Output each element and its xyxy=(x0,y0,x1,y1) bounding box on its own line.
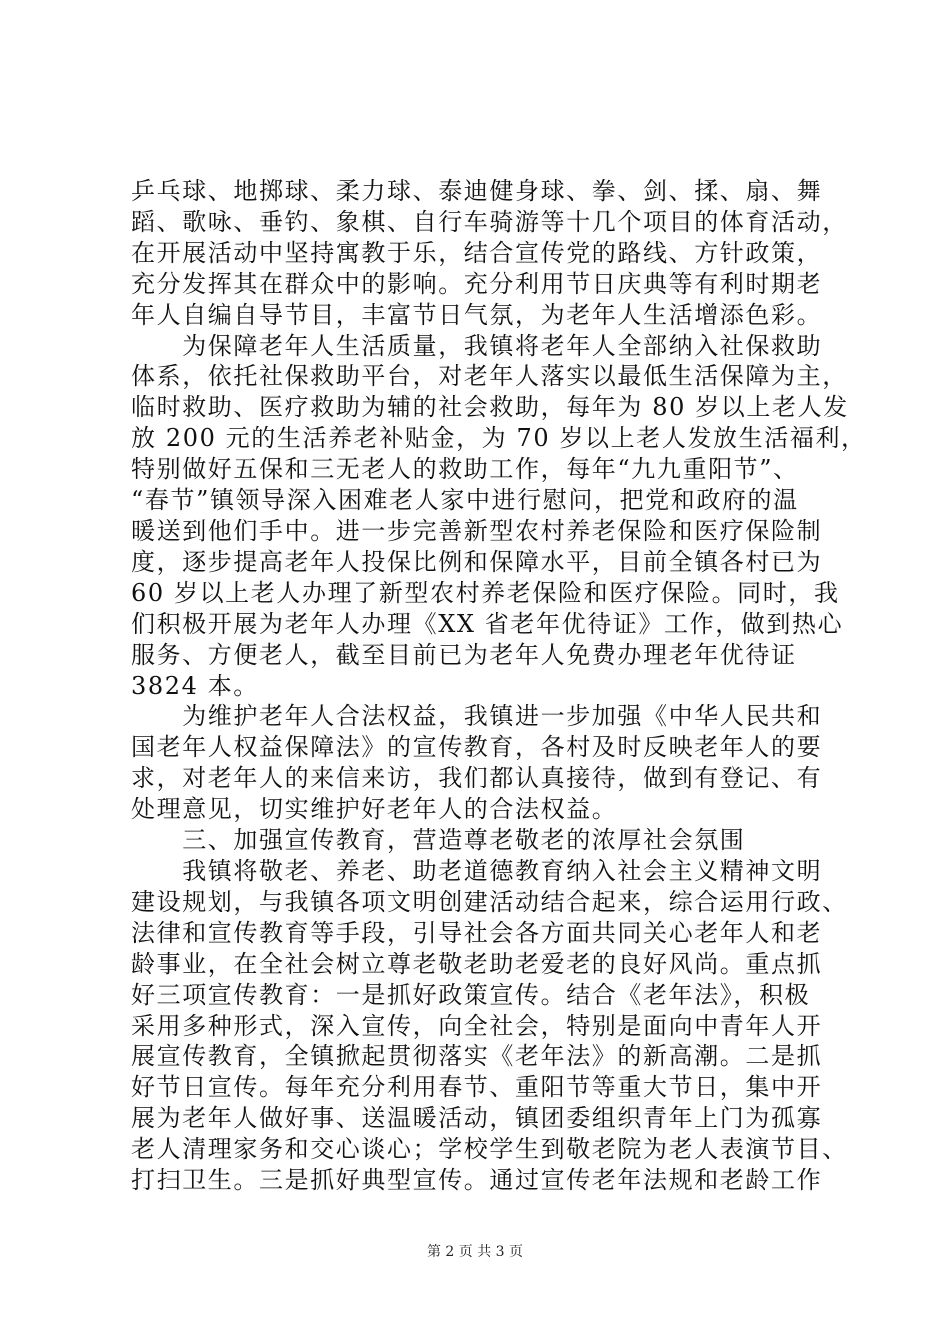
text-line: 60 岁以上老人办理了新型农村养老保险和医疗保险。同时，我 xyxy=(131,578,840,607)
text-line: 为保障老年人生活质量，我镇将老年人全部纳入社保救助 xyxy=(131,331,823,360)
text-line: 老人清理家务和交心谈心；学校学生到敬老院为老人表演节目、 xyxy=(131,1135,848,1164)
text-line: 国老年人权益保障法》的宣传教育，各村及时反映老年人的要 xyxy=(131,733,823,762)
text-line: 我镇将敬老、养老、助老道德教育纳入社会主义精神文明 xyxy=(131,857,823,885)
text-line: 好三项宣传教育：一是抓好政策宣传。结合《老年法》，积极 xyxy=(131,980,811,1009)
text-line: 度，逐步提高老年人投保比例和保障水平，目前全镇各村已为 xyxy=(131,547,823,576)
text-line: 特别做好五保和三无老人的救助工作，每年“九九重阳节”、 xyxy=(131,455,799,484)
text-line: 服务、方便老人，截至目前已为老年人免费办理老年优待证 xyxy=(131,640,797,669)
page-number-footer: 第 2 页 共 3 页 xyxy=(426,1244,524,1260)
text-line: 暖送到他们手中。进一步完善新型农村养老保险和医疗保险制 xyxy=(131,517,823,545)
text-line: 为维护老年人合法权益，我镇进一步加强《中华人民共和 xyxy=(131,702,823,731)
text-line: 放 200 元的生活养老补贴金，为 70 岁以上老人发放生活福利， xyxy=(131,424,867,453)
text-line: 们积极开展为老年人办理《XX 省老年优待证》工作，做到热心 xyxy=(131,609,844,638)
text-line: 年人自编自导节目，丰富节日气氛，为老年人生活增添色彩。 xyxy=(131,300,823,329)
text-line: “春节”镇领导深入困难老人家中进行慰问，把党和政府的温 xyxy=(131,486,799,515)
text-line: 体系，依托社保救助平台，对老年人落实以最低生活保障为主， xyxy=(131,362,848,391)
text-line: 在开展活动中坚持寓教于乐，结合宣传党的路线、方针政策， xyxy=(131,238,823,267)
text-line: 法律和宣传教育等手段，引导社会各方面共同关心老年人和老 xyxy=(131,918,823,947)
text-line: 展为老年人做好事、送温暖活动，镇团委组织青年上门为孤寡 xyxy=(131,1104,823,1133)
text-line: 好节日宣传。每年充分利用春节、重阳节等重大节日，集中开 xyxy=(131,1073,823,1102)
text-line: 展宣传教育，全镇掀起贯彻落实《老年法》的新高潮。二是抓 xyxy=(131,1042,823,1071)
text-line: 求，对老年人的来信来访，我们都认真接待，做到有登记、有 xyxy=(131,764,823,793)
text-line: 3824 本。 xyxy=(131,671,259,700)
text-line: 充分发挥其在群众中的影响。充分利用节日庆典等有利时期老 xyxy=(131,269,823,298)
section-heading: 三、加强宣传教育，营造尊老敬老的浓厚社会氛围 xyxy=(131,826,746,855)
text-line: 打扫卫生。三是抓好典型宣传。通过宣传老年法规和老龄工作 xyxy=(131,1166,823,1195)
text-line: 龄事业，在全社会树立尊老敬老助老爱老的良好风尚。重点抓 xyxy=(131,949,823,978)
text-line: 采用多种形式，深入宣传，向全社会，特别是面向中青年人开 xyxy=(131,1011,823,1040)
text-line: 蹈、歌咏、垂钓、象棋、自行车骑游等十几个项目的体育活动， xyxy=(131,207,848,236)
text-line: 建设规划，与我镇各项文明创建活动结合起来，综合运用行政、 xyxy=(131,887,848,916)
text-line: 乒乓球、地掷球、柔力球、泰迪健身球、拳、剑、揉、扇、舞 xyxy=(131,177,823,205)
text-line: 处理意见，切实维护好老年人的合法权益。 xyxy=(131,795,618,824)
text-line: 临时救助、医疗救助为辅的社会救助，每年为 80 岁以上老人发 xyxy=(131,393,849,422)
